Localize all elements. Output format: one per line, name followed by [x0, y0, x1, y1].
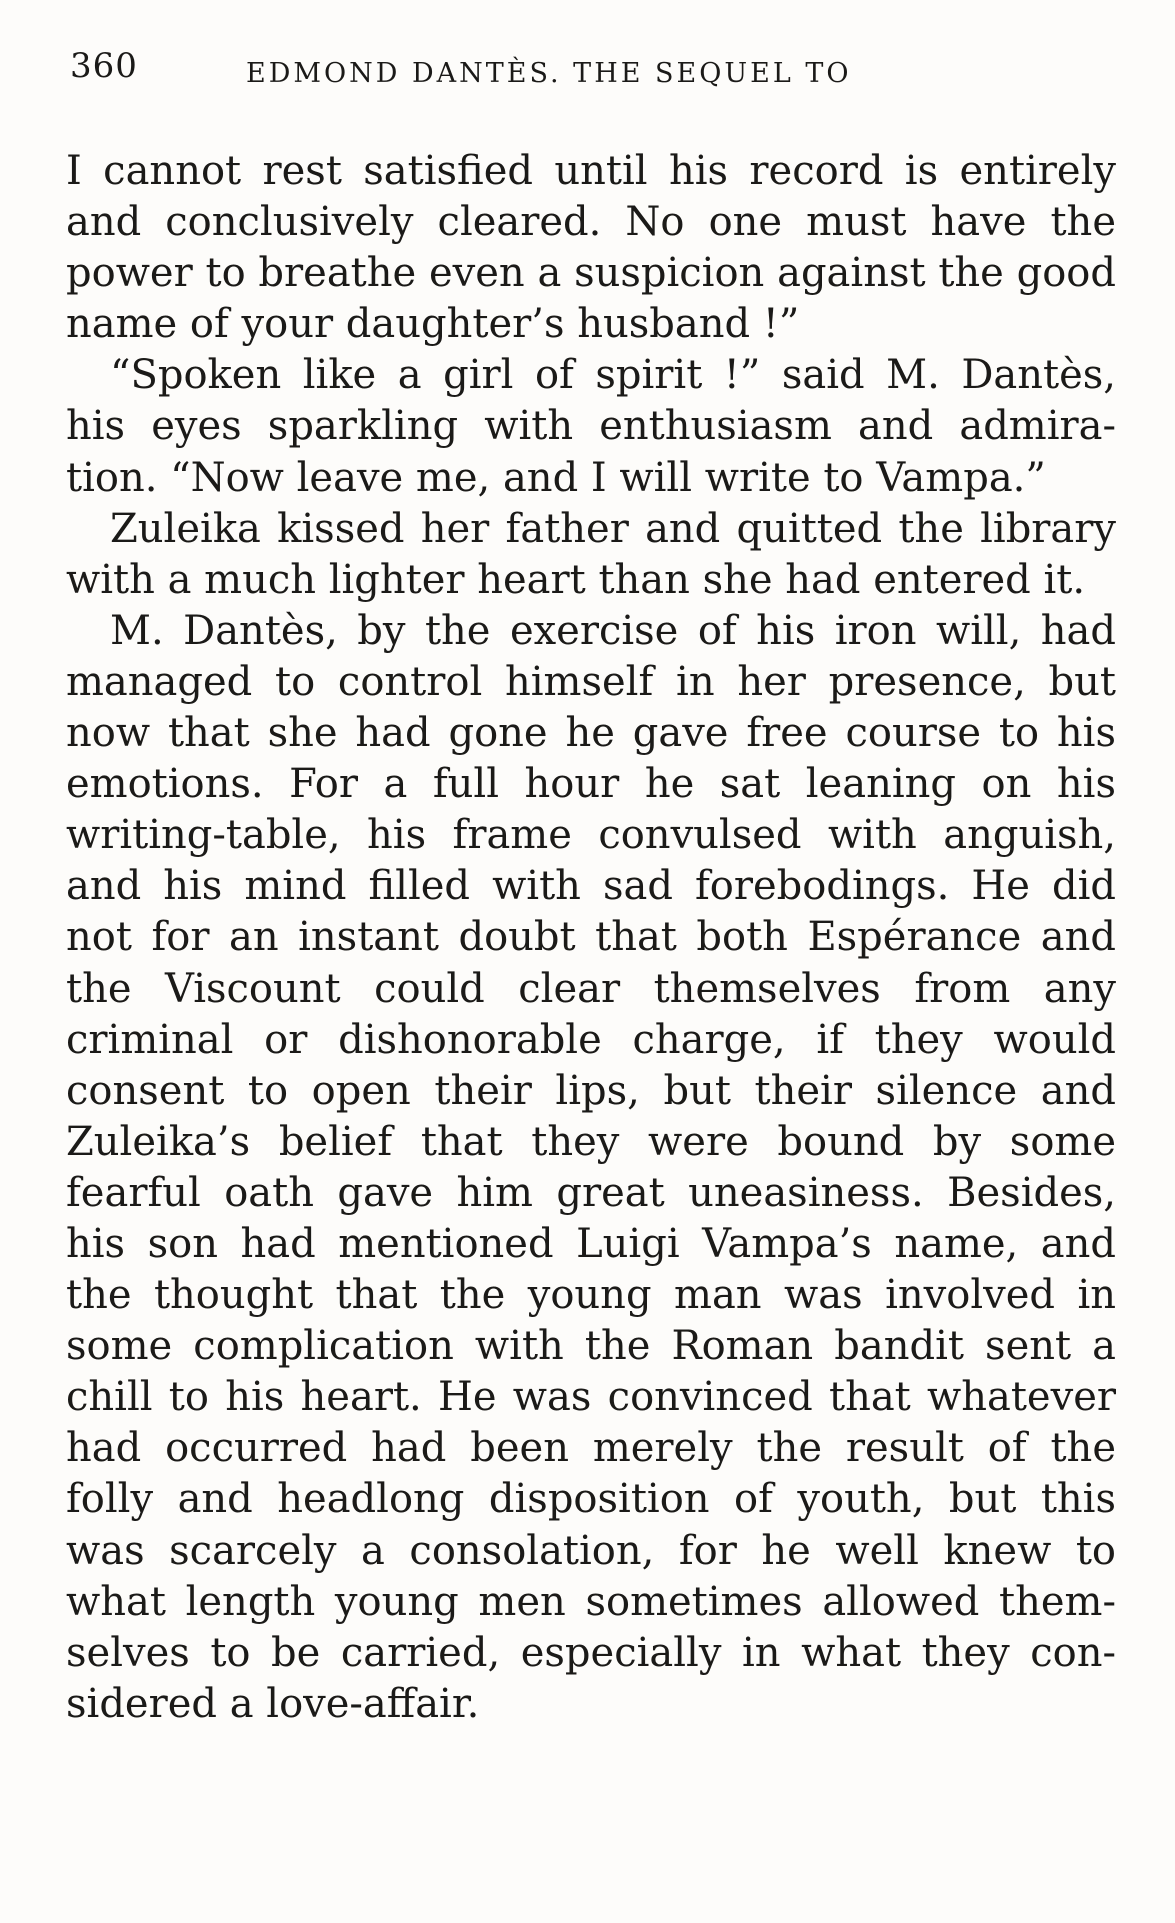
text-line: selves to be carried, especially in what they con-: [66, 1629, 1116, 1676]
text-line: criminal or dishonorable charge, if they would: [66, 1016, 1116, 1063]
text-line: now that she had gone he gave free course to his: [66, 710, 1116, 757]
text-line: emotions. For a full hour he sat leaning on his: [66, 761, 1116, 808]
text-line: consent to open their lips, but their silence and: [66, 1067, 1116, 1114]
text-line: name of your daughter’s husband !”: [66, 301, 800, 348]
text-line: fearful oath gave him great uneasiness. Besides,: [66, 1169, 1116, 1216]
text-line: the Viscount could clear themselves from any: [66, 965, 1116, 1012]
text-line: had occurred had been merely the result of the: [66, 1425, 1116, 1472]
text-line: Zuleika kissed her father and quitted the library: [110, 505, 1116, 552]
page-header: [70, 46, 1110, 106]
text-line: writing-table, his frame convulsed with anguish,: [66, 812, 1116, 859]
text-line: his eyes sparkling with enthusiasm and admira-: [66, 403, 1116, 450]
text-line: not for an instant doubt that both Espérance and: [66, 914, 1116, 961]
text-line: folly and headlong disposition of youth, but this: [66, 1476, 1116, 1523]
text-line: sidered a love-affair.: [66, 1680, 480, 1727]
text-line: and conclusively cleared. No one must have the: [66, 199, 1116, 246]
page-number: 360: [70, 46, 138, 86]
text-line: with a much lighter heart than she had entered it.: [66, 556, 1086, 603]
running-head: EDMOND DANTÈS. THE SEQUEL TO: [246, 58, 852, 89]
text-line: Zuleika’s belief that they were bound by some: [66, 1118, 1116, 1165]
text-line: what length young men sometimes allowed them-: [66, 1578, 1116, 1625]
text-line: and his mind filled with sad forebodings. He did: [66, 863, 1116, 910]
text-line: power to breathe even a suspicion against the good: [66, 250, 1116, 297]
text-line: his son had mentioned Luigi Vampa’s name, and: [66, 1220, 1116, 1267]
text-line: chill to his heart. He was convinced that whatever: [66, 1374, 1116, 1421]
text-line: some complication with the Roman bandit sent a: [66, 1323, 1116, 1370]
text-line: M. Dantès, by the exercise of his iron will, had: [110, 607, 1116, 654]
text-line: managed to control himself in her presence, but: [66, 658, 1116, 705]
text-line: “Spoken like a girl of spirit !” said M. Dantès,: [110, 352, 1116, 399]
text-line: was scarcely a consolation, for he well knew to: [66, 1527, 1116, 1574]
text-line: I cannot rest satisfied until his record is entirely: [66, 148, 1116, 194]
text-line: tion. “Now leave me, and I will write to Vampa.”: [66, 454, 1046, 501]
body-text: [66, 146, 1116, 1730]
text-line: the thought that the young man was involved in: [66, 1272, 1116, 1319]
